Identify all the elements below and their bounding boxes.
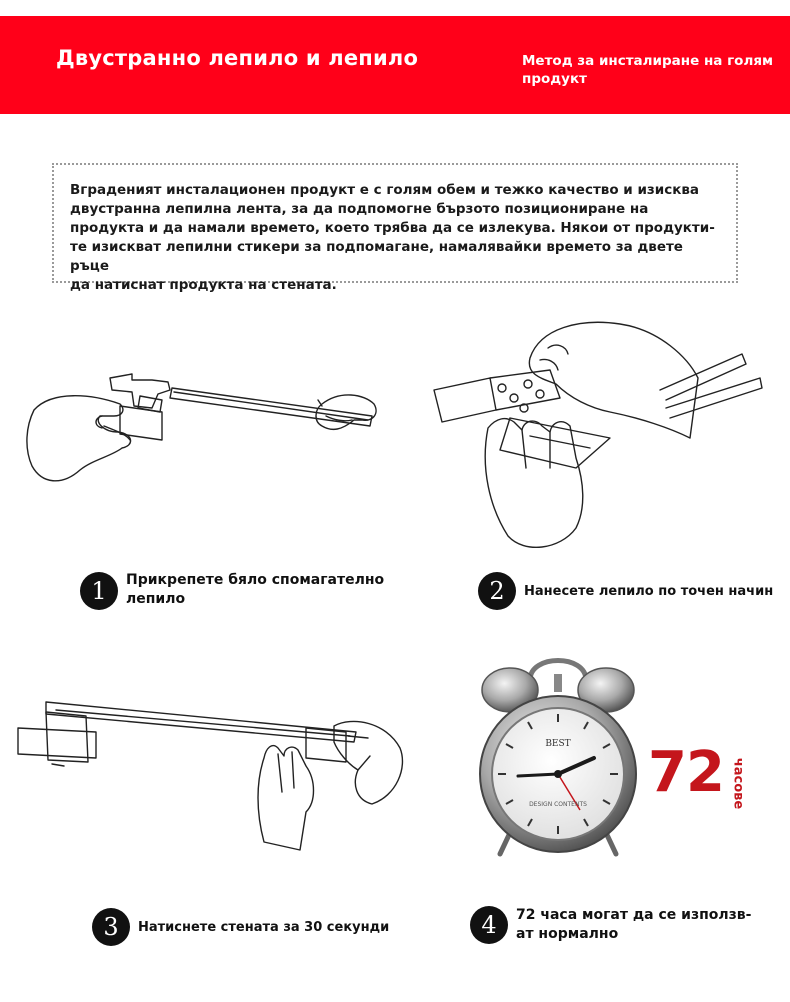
header-banner: [0, 16, 790, 114]
hours-label: часове: [730, 757, 746, 810]
intro-line: Вграденият инсталационен продукт е с голям обем и тежко качество и изисква: [70, 182, 700, 198]
step-4-text: [516, 906, 751, 944]
intro-box: [52, 163, 738, 293]
clock-dial-brand: BEST: [545, 739, 571, 749]
step2-illustration: [430, 318, 770, 554]
step-3-line: Натиснете стената за 30 секунди: [138, 919, 390, 935]
intro-text: [70, 181, 720, 295]
step-3: [92, 908, 389, 946]
step-1-line: Прикрепете бяло спомагателно: [126, 572, 385, 588]
step-number-badge: 3: [92, 908, 130, 946]
step-4: [470, 906, 751, 944]
step-1-line: лепило: [126, 591, 186, 607]
intro-line: да натиснат продукта на стената.: [70, 277, 337, 293]
step-3-text: [138, 918, 389, 937]
step1-illustration: [22, 360, 392, 490]
banner-subtitle: Метод за инсталиране на голям продукт: [522, 53, 774, 87]
step-number-badge: 1: [80, 572, 118, 610]
step-2: [478, 572, 773, 610]
step-2-line: Нанесете лепило по точен начин: [524, 583, 774, 599]
banner-title: Двустранно лепило и лепило: [56, 46, 419, 70]
step-1-text: [126, 571, 384, 609]
hours-number: 72: [648, 740, 724, 805]
step-4-line: ат нормално: [516, 926, 619, 942]
step-1: [80, 572, 384, 610]
step-number-badge: 2: [478, 572, 516, 610]
step-number-badge: 4: [470, 906, 508, 944]
clock-dial-caption: DESIGN CONTENTS: [529, 801, 587, 808]
intro-line: те изискват лепилни стикери за подпомагане, намалявайки времето за двете ръце: [70, 239, 683, 274]
intro-line: продукта и да намали времето, което трябва да се излекува. Някои от продукти-: [70, 220, 715, 236]
alarm-clock-illustration: [470, 650, 646, 860]
intro-line: двустранна лепилна лента, за да подпомогне бързото позициониране на: [70, 201, 649, 217]
step-4-line: 72 часа могат да се използв-: [516, 907, 752, 923]
step3-illustration: [16, 692, 416, 856]
step-2-text: [524, 582, 773, 601]
